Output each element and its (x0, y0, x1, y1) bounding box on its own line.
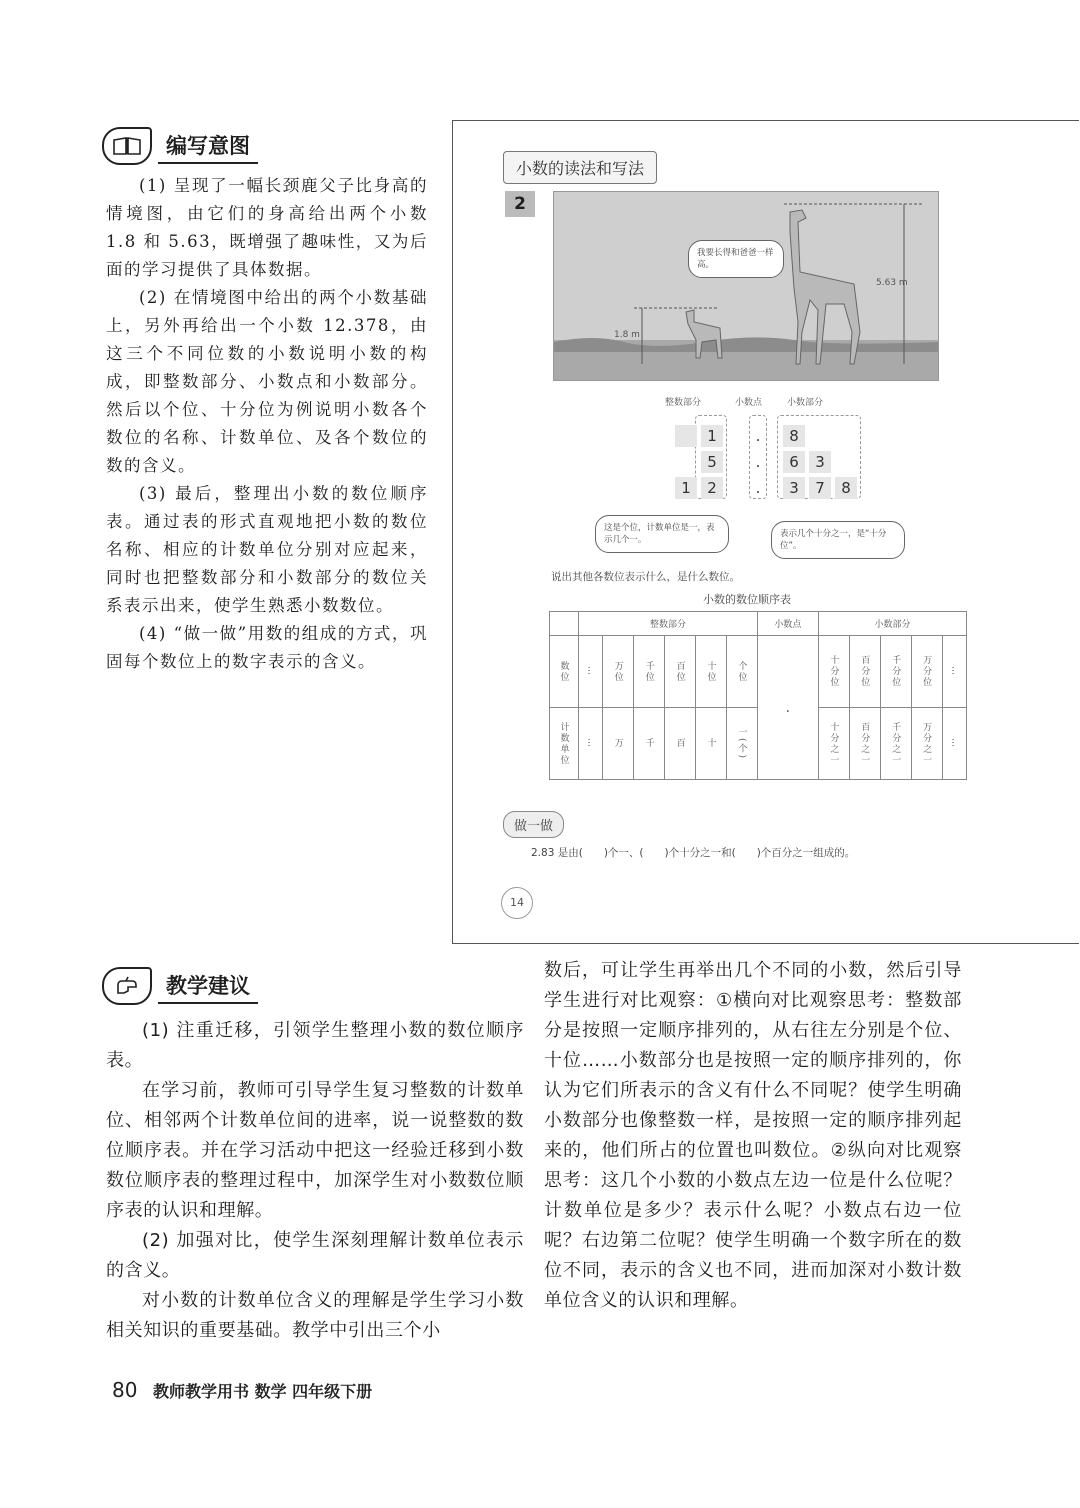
unit-cell: 千 (634, 708, 665, 780)
textbook-page-number: 14 (501, 887, 533, 919)
digit: 1 (701, 425, 723, 447)
digit: 5 (701, 451, 723, 473)
intent-text (106, 172, 428, 676)
table-title: 小数的数位顺序表 (703, 593, 791, 606)
row-label-positions: 数位 (550, 636, 579, 708)
hand-icon (102, 967, 152, 1005)
intent-paragraph: (3) 最后，整理出小数的数位顺序表。通过表的形式直观地把小数的数位名称、相应的计数单位分别对应起来，同时也把整数部分和小数部分的数位关系表示出来，使学生熟悉小数数位。 (106, 484, 428, 615)
section-title-intent: 编写意图 (158, 128, 258, 164)
position-cell: 百分位 (849, 636, 880, 708)
speech-bubble: 我要长得和爸爸一样高。 (688, 240, 784, 278)
suggestion-paragraph: (1) 注重迁移，引领学生整理小数的数位顺序表。 (106, 1020, 524, 1071)
position-cell: 百位 (665, 636, 696, 708)
question-text: 说出其他各数位表示什么，是什么数位。 (551, 571, 740, 583)
digit: 6 (783, 451, 805, 473)
position-cell: 十分位 (818, 636, 849, 708)
suggestion-paragraph: 数后，可让学生再举出几个不同的小数，然后引导学生进行对比观察：①横向对比观察思考：整数部分是按照一定顺序排列的，从右往左分别是个位、十位……小数部分也是按照一定的顺序排列的，你认为它们所表示的含义有什么不同呢？使学生明确小数部分也像整数一样，是按照一定的顺序排列起来的，他们所占的位置也叫数位。②纵向对比观察思考：这几个小数的小数点左边一位是什么位呢？计数单位是多少？表示什么呢？小数点右边一位呢？右边第二位呢？使学生明确一个数字所在的数位不同，表示的含义也不同，进而加深对小数计数单位含义的认识和理解。 (544, 960, 962, 1311)
unit-cell: 千分之一 (880, 708, 911, 780)
intent-paragraph: (2) 在情境图中给出的两个小数基础上，另外再给出一个小数 12.378，由这三个不同位数的小数说明小数的构成，即整数部分、小数点和小数部分。然后以个位、十分位为例说明小数各个数位的名称、计数单位、及各个数位的数的含义。 (106, 288, 428, 475)
position-cell: … (942, 636, 966, 708)
digit: 7 (809, 477, 831, 499)
intent-paragraph: (1) 呈现了一幅长颈鹿父子比身高的情境图，由它们的身高给出两个小数 1.8 和 5.63，既增强了趣味性，又为后面的学习提供了具体数据。 (106, 176, 428, 279)
suggestions-right-column (544, 956, 962, 1316)
header-integer-part: 整数部分 (579, 612, 758, 636)
textbook-page-panel (452, 120, 1079, 944)
section-title-suggestions: 教学建议 (158, 968, 258, 1004)
place-value-table (549, 611, 967, 780)
explanation-bubble-left: 这是个位，计数单位是一，表示几个一。 (595, 515, 729, 553)
digit: 1 (675, 477, 697, 499)
page-number: 80 (112, 1378, 138, 1402)
example-number: 2 (505, 191, 535, 217)
label-decimal-point: 小数点 (735, 398, 763, 408)
row-label-units: 计数单位 (550, 708, 579, 780)
decimal-point: . (755, 427, 761, 445)
suggestion-paragraph: (2) 加强对比，使学生深刻理解计数单位表示的含义。 (106, 1230, 524, 1281)
position-cell: 万分位 (911, 636, 942, 708)
decimal-point: . (755, 453, 761, 471)
unit-cell: 百 (665, 708, 696, 780)
position-cell: 个位 (726, 636, 757, 708)
section-header-suggestions (102, 966, 258, 1006)
height-label-small: 1.8 m (614, 330, 640, 340)
book-icon (102, 127, 152, 165)
digit: 8 (783, 425, 805, 447)
header-decimal-point: 小数点 (757, 612, 818, 636)
practice-question: 2.83 是由( )个一、( )个十分之一和( )个百分之一组成的。 (531, 847, 856, 859)
intent-paragraph: (4) “做一做”用数的组成的方式，巩固每个数位上的数字表示的含义。 (106, 624, 428, 671)
position-cell: 千分位 (880, 636, 911, 708)
decimal-point: . (755, 479, 761, 497)
explanation-bubble-right: 表示几个十分之一，是“十分位”。 (771, 521, 905, 559)
suggestion-paragraph: 在学习前，教师可引导学生复习整数的计数单位、相邻两个计数单位间的进率，说一说整数的数位顺序表。并在学习活动中把这一经验迁移到小数数位顺序表的整理过程中，加深学生对小数数位顺序表的认识和理解。 (106, 1080, 524, 1221)
label-decimal-part: 小数部分 (787, 398, 824, 408)
height-label-large: 5.63 m (876, 278, 908, 288)
unit-cell: … (942, 708, 966, 780)
digit: 8 (835, 477, 857, 499)
position-cell: 十位 (696, 636, 727, 708)
suggestions-left-column (106, 1016, 524, 1346)
unit-cell: 万分之一 (911, 708, 942, 780)
section-header-intent (102, 126, 258, 166)
unit-cell: 百分之一 (849, 708, 880, 780)
suggestion-paragraph: 对小数的计数单位含义的理解是学生学习小数相关知识的重要基础。教学中引出三个小 (106, 1290, 524, 1341)
unit-cell: … (579, 708, 603, 780)
header-decimal-part: 小数部分 (818, 612, 966, 636)
position-cell: 万位 (603, 636, 634, 708)
page-footer (112, 1378, 372, 1402)
unit-cell: 十分之一 (818, 708, 849, 780)
unit-cell: 一(个) (726, 708, 757, 780)
position-cell: … (579, 636, 603, 708)
label-integer-part: 整数部分 (665, 398, 702, 408)
digit (675, 425, 697, 447)
digit: 2 (701, 477, 723, 499)
digit: 3 (809, 451, 831, 473)
point-cell: . (757, 636, 818, 780)
position-cell: 千位 (634, 636, 665, 708)
practice-label: 做一做 (503, 811, 564, 838)
book-title: 教师教学用书 数学 四年级下册 (153, 1382, 373, 1401)
giraffe-illustration (553, 191, 939, 381)
unit-cell: 万 (603, 708, 634, 780)
digit: 3 (783, 477, 805, 499)
unit-cell: 十 (696, 708, 727, 780)
section-label: 小数的读法和写法 (503, 151, 657, 184)
